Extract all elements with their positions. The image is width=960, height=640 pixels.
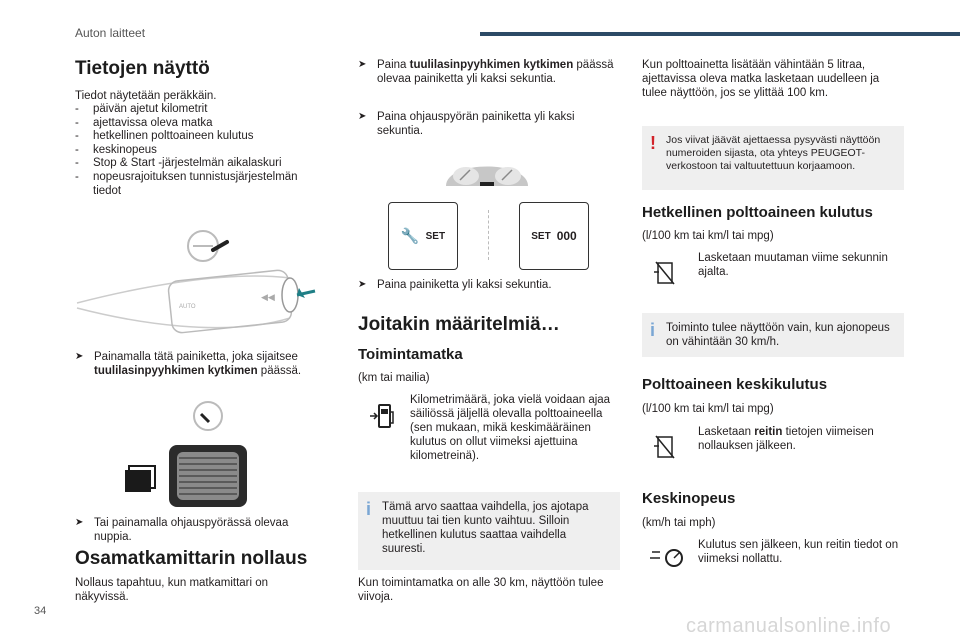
fuel-consumption-icon (654, 260, 676, 286)
average-consumption-icon (654, 434, 676, 460)
step-press-steering-knob: ➤ Tai painamalla ohjauspyörässä olevaa nuppia. (75, 517, 289, 543)
instrument-cluster-icon (442, 156, 532, 194)
average-speed-description: Kulutus sen jälkeen, kun reitin tiedot on viimeksi nollattu. (698, 539, 899, 565)
arrow-bullet-icon: ➤ (358, 279, 367, 290)
list-item: - hetkellinen polttoaineen kulutus (75, 130, 325, 144)
page-number: 34 (34, 605, 47, 617)
instant-consumption-description: Lasketaan muutaman viime sekunnin ajalta. (698, 252, 888, 278)
range-description: Kilometrimäärä, joka vielä voidaan ajaa säiliössä jäljellä olevalla polttoaineella (sen mukaan, mikä keskimääräinen kulutus on ollut viimeksi ajettuina kilometreinä). (410, 394, 611, 462)
info-box-range: i Tämä arvo saattaa vaihdella, jos ajotapa muuttuu tai tien kunto vaihtuu. Silloin hetkellinen kulutus saattaa vaihdella suuresti. (358, 492, 620, 570)
arrow-bullet-icon: ➤ (75, 517, 84, 528)
section-title-definitions: Joitakin määritelmiä… (358, 314, 560, 335)
info-list (75, 103, 325, 198)
reset-text: Nollaus tapahtuu, kun matkamittari on näkyvissä. (75, 577, 269, 603)
svg-text:AUTO: AUTO (179, 304, 196, 310)
subtitle-average-speed: Keskinopeus (642, 490, 736, 507)
wrench-icon: 🔧 (400, 228, 420, 245)
average-speed-icon (650, 544, 686, 570)
info-box-speed: i Toiminto tulee näyttöön vain, kun ajonopeus on vähintään 30 km/h. (642, 313, 904, 357)
arrow-bullet-icon: ➤ (75, 351, 84, 362)
subtitle-average-consumption: Polttoaineen keskikulutus (642, 376, 828, 393)
refuel-text: Kun polttoainetta lisätään vähintään 5 litraa, ajettavissa oleva matka lasketaan uudelleen ja tulee näyttöön, jos se ylittää 100 km. (642, 59, 880, 99)
warning-box-dashes: ! Jos viivat jäävät ajettaessa pysyvästi näyttöön numeroiden sijasta, ota yhteys PEUGEOT-verkostoon tai valtuutettuun korjaamoon. (642, 126, 904, 190)
watermark: carmanualsonline.info (686, 615, 892, 637)
list-item: - ajettavissa oleva matka (75, 117, 325, 131)
list-item: - päivän ajetut kilometrit (75, 103, 325, 117)
range-unit: (km tai mailia) (358, 372, 430, 384)
step-hold-wiper-button: ➤ Paina tuulilasinpyyhkimen kytkimen päässä olevaa painiketta yli kaksi sekuntia. (358, 59, 614, 85)
average-speed-unit: (km/h tai mph) (642, 517, 716, 529)
step-hold-button: ➤ Paina painiketta yli kaksi sekuntia. (358, 279, 552, 291)
average-consumption-description: Lasketaan reitin tietojen viimeisen nollauksen jälkeen. (698, 426, 874, 452)
step-press-wiper-button: ➤ Painamalla tätä painiketta, joka sijaitsee tuulilasinpyyhkimen kytkimen päässä. (75, 351, 302, 377)
list-item: - keskinopeus (75, 144, 325, 158)
warning-icon: ! (650, 133, 656, 153)
section-title-display: Tietojen näyttö (75, 58, 210, 79)
svg-text:◀◀: ◀◀ (261, 292, 275, 302)
instant-consumption-unit: (l/100 km tai km/l tai mpg) (642, 230, 774, 242)
fuel-pump-range-icon (368, 402, 398, 430)
range-footer-text: Kun toimintamatka on alle 30 km, näyttöön tulee viivoja. (358, 577, 604, 603)
average-consumption-unit: (l/100 km tai km/l tai mpg) (642, 403, 774, 415)
section-title-reset: Osamatkamittarin nollaus (75, 548, 308, 569)
subtitle-range: Toimintamatka (358, 346, 463, 363)
list-item: - nopeusrajoituksen tunnistusjärjestelmän tiedot (75, 171, 325, 198)
divider (488, 210, 490, 260)
arrow-bullet-icon: ➤ (358, 111, 367, 122)
step-hold-steering-button: ➤ Paina ohjauspyörän painiketta yli kaksi sekuntia. (358, 111, 575, 137)
info-icon: i (366, 499, 372, 519)
wiper-stalk-illustration (75, 228, 325, 338)
set-screen-value: SET 000 (519, 202, 589, 270)
steering-wheel-knob-illustration (115, 398, 255, 508)
arrow-bullet-icon: ➤ (358, 59, 367, 70)
subtitle-instant-consumption: Hetkellinen polttoaineen kulutus (642, 204, 873, 221)
section-header: Auton laitteet (75, 26, 146, 40)
header-bar (480, 32, 960, 36)
info-icon: i (650, 320, 656, 340)
list-item: - Stop & Start -järjestelmän aikalaskuri (75, 157, 325, 171)
intro-text: Tiedot näytetään peräkkäin. (75, 90, 217, 102)
set-screen-wrench: 🔧 SET (388, 202, 458, 270)
